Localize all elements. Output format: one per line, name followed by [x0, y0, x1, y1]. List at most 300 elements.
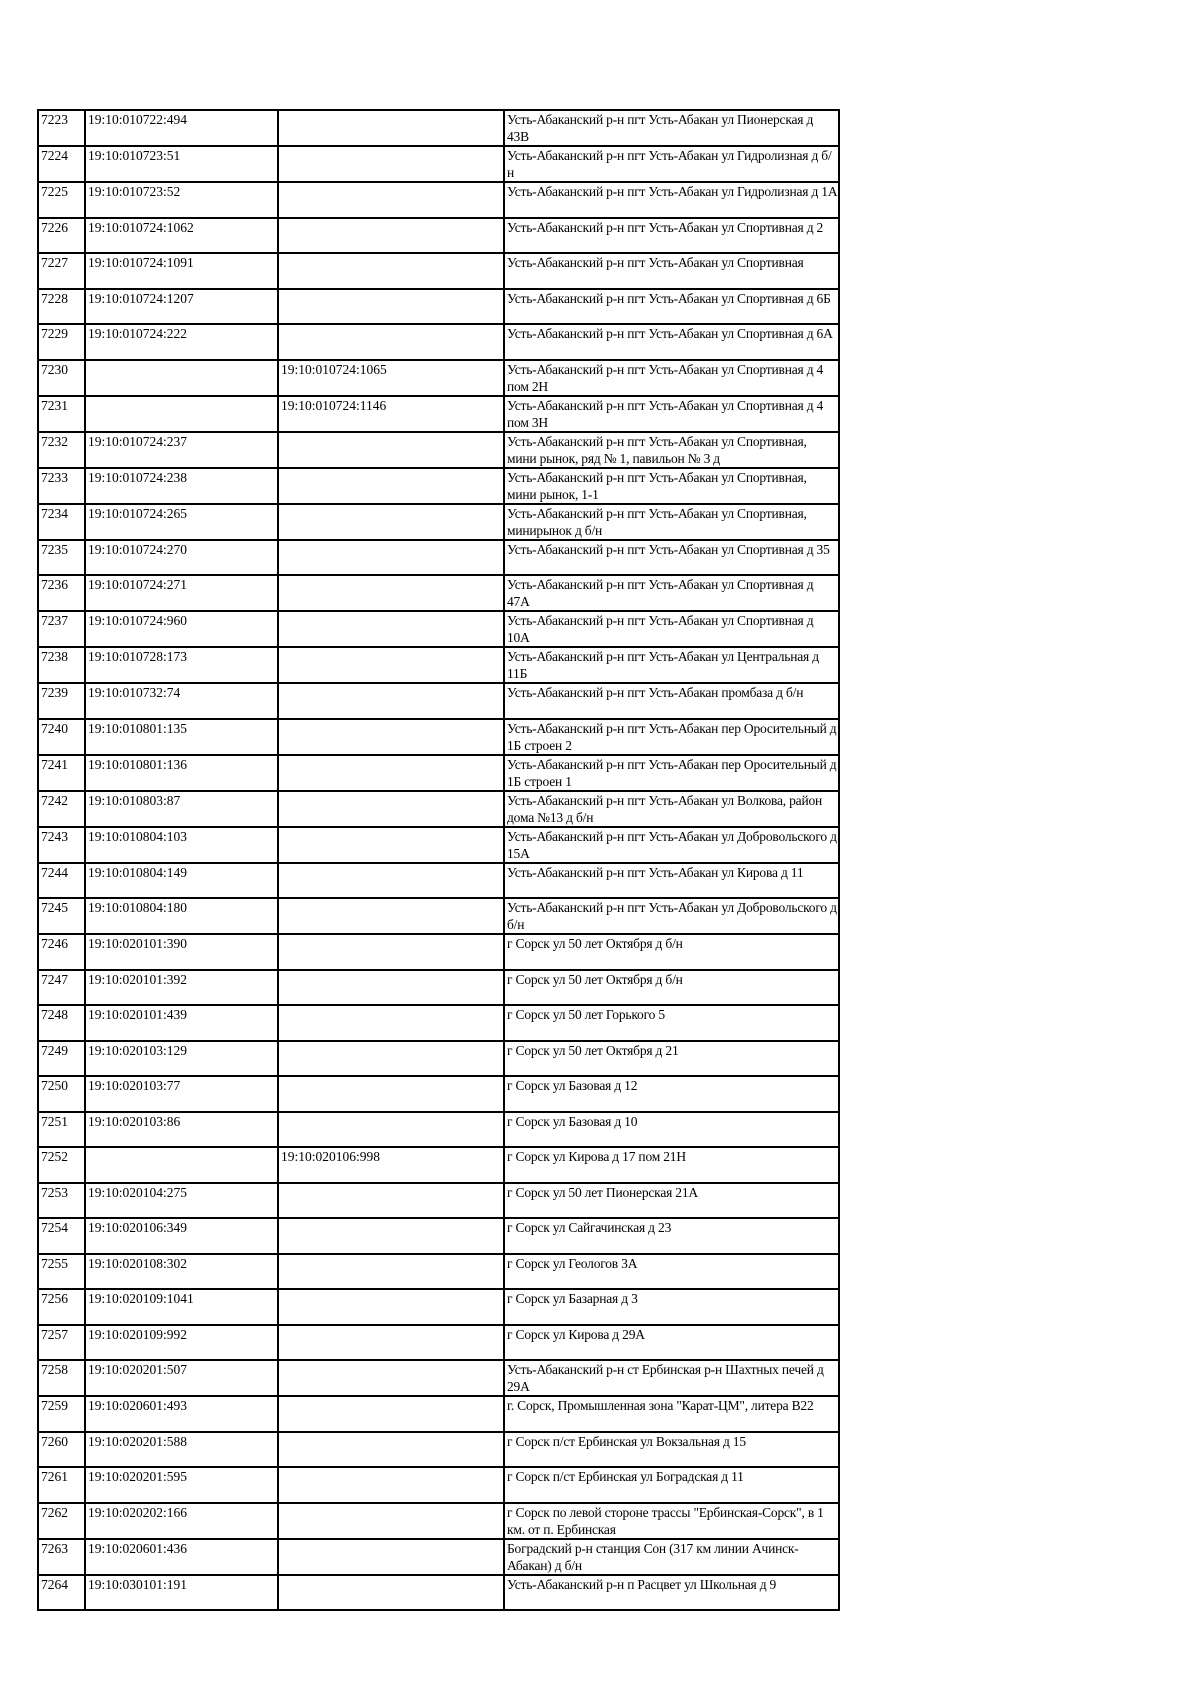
cadastral-number-cell: [85, 432, 278, 468]
row-number-cell-text: 7253: [41, 1184, 68, 1200]
row-number-cell-text: 7257: [41, 1326, 68, 1342]
row-number-cell: [38, 1112, 85, 1148]
row-number-cell: [38, 1218, 85, 1254]
cadastral-number-cell-text: 19:10:020106:349: [88, 1220, 188, 1235]
address-cell: [504, 1076, 839, 1112]
cadastral-number-cell: [85, 1575, 278, 1611]
table-row: [38, 1396, 839, 1432]
address-cell-text: г. Сорск, Промышленная зона "Карат-ЦМ", литера В22: [507, 1398, 814, 1413]
premises-cadastral-number-cell: [278, 1539, 504, 1575]
address-cell-text: Усть-Абаканский р-н пгт Усть-Абакан ул Гидролизная д 1А: [507, 184, 838, 199]
address-cell: [504, 611, 839, 647]
premises-cadastral-number-cell: [278, 1147, 504, 1183]
cadastral-number-cell: [85, 719, 278, 755]
table-row: [38, 396, 839, 432]
registry-sheet: [37, 109, 838, 1611]
row-number-cell-text: 7249: [41, 1042, 68, 1058]
row-number-cell: [38, 1289, 85, 1325]
premises-cadastral-number-cell: [278, 1396, 504, 1432]
table-row: [38, 1503, 839, 1539]
cadastral-number-cell-text: 19:10:020103:86: [88, 1113, 181, 1129]
address-cell-text: г Сорск ул Базарная д 3: [507, 1291, 638, 1306]
cadastral-number-cell-text: 19:10:020103:77: [88, 1078, 181, 1093]
table-row: [38, 218, 839, 254]
address-cell-text: г Сорск ул 50 лет Октября д б/н: [507, 971, 683, 987]
cadastral-number-cell: [85, 1147, 278, 1183]
row-number-cell: [38, 360, 85, 396]
row-number-cell: [38, 970, 85, 1006]
cadastral-number-cell-text: 19:10:020108:302: [88, 1255, 188, 1271]
table-row: [38, 146, 839, 182]
premises-cadastral-number-cell: [278, 1575, 504, 1611]
row-number-cell: [38, 1467, 85, 1503]
address-cell-text: Усть-Абаканский р-н пгт Усть-Абакан ул Спортивная, минирынок д б/н: [507, 505, 807, 538]
row-number-cell-text: 7235: [41, 541, 68, 557]
table-row: [38, 1325, 839, 1361]
row-number-cell-text: 7229: [41, 326, 68, 341]
cadastral-number-cell: [85, 468, 278, 504]
address-cell-text: Усть-Абаканский р-н пгт Усть-Абакан ул Спортивная д 2: [507, 219, 824, 235]
cadastral-number-cell: [85, 182, 278, 218]
row-number-cell: [38, 1183, 85, 1219]
address-cell-text: Усть-Абаканский р-н пгт Усть-Абакан ул Кирова д 11: [507, 864, 804, 880]
address-cell-text: г Сорск ул 50 лет Пионерская 21А: [507, 1184, 698, 1200]
cadastral-number-cell-text: 19:10:020103:129: [88, 1042, 188, 1058]
row-number-cell-text: 7223: [41, 112, 68, 127]
address-cell-text: г Сорск ул Сайгачинская д 23: [507, 1220, 672, 1235]
row-number-cell: [38, 683, 85, 719]
row-number-cell: [38, 755, 85, 791]
address-cell: [504, 1539, 839, 1575]
address-cell: [504, 360, 839, 396]
premises-cadastral-number-cell: [278, 289, 504, 325]
address-cell: [504, 1325, 839, 1361]
cadastral-number-cell: [85, 1539, 278, 1575]
premises-cadastral-number-cell: [278, 1360, 504, 1396]
row-number-cell: [38, 934, 85, 970]
row-number-cell: [38, 827, 85, 863]
cadastral-number-cell: [85, 1467, 278, 1503]
address-cell: [504, 1147, 839, 1183]
cadastral-number-cell-text: 19:10:020101:392: [88, 971, 188, 987]
cadastral-number-cell-text: 19:10:020601:493: [88, 1398, 188, 1413]
cadastral-number-cell-text: 19:10:010801:135: [88, 720, 188, 736]
cadastral-number-cell: [85, 1005, 278, 1041]
row-number-cell-text: 7233: [41, 469, 68, 485]
row-number-cell: [38, 504, 85, 540]
cadastral-number-cell-text: 19:10:010804:180: [88, 900, 188, 915]
row-number-cell-text: 7261: [41, 1469, 68, 1484]
cadastral-number-cell-text: 19:10:020104:275: [88, 1184, 188, 1200]
cadastral-number-cell: [85, 827, 278, 863]
row-number-cell: [38, 540, 85, 576]
row-number-cell: [38, 218, 85, 254]
address-cell: [504, 396, 839, 432]
table-row: [38, 611, 839, 647]
table-row: [38, 1539, 839, 1575]
cadastral-number-cell-text: 19:10:010723:52: [88, 184, 181, 199]
address-cell-text: Усть-Абаканский р-н пгт Усть-Абакан ул Добровольского д 15А: [507, 828, 837, 861]
row-number-cell-text: 7239: [41, 685, 68, 700]
row-number-cell: [38, 468, 85, 504]
table-row: [38, 719, 839, 755]
table-row: [38, 504, 839, 540]
cadastral-number-cell: [85, 1254, 278, 1290]
registry-body: [38, 110, 839, 1610]
address-cell-text: Усть-Абаканский р-н пгт Усть-Абакан ул Пионерская д 43В: [507, 112, 814, 144]
cadastral-number-cell-text: 19:10:010724:265: [88, 505, 188, 521]
premises-cadastral-number-cell: [278, 360, 504, 396]
premises-cadastral-number-cell: [278, 324, 504, 360]
row-number-cell-text: 7256: [41, 1291, 68, 1306]
address-cell-text: г Сорск по левой стороне трассы "Ербинская-Сорск", в 1 км. от п. Ербинская: [507, 1504, 824, 1537]
address-cell-text: Усть-Абаканский р-н пгт Усть-Абакан пер Оросительный д 1Б строен 2: [507, 720, 837, 753]
premises-cadastral-number-cell: [278, 1076, 504, 1112]
address-cell-text: Усть-Абаканский р-н пгт Усть-Абакан ул Спортивная, мини рынок, 1-1: [507, 469, 807, 502]
cadastral-number-cell-text: 19:10:010722:494: [88, 112, 188, 127]
cadastral-number-cell-text: 19:10:010724:1062: [88, 219, 194, 235]
address-cell: [504, 146, 839, 182]
address-cell-text: Усть-Абаканский р-н пгт Усть-Абакан ул Гидролизная д б/н: [507, 148, 832, 180]
cadastral-number-cell-text: 19:10:010804:149: [88, 864, 188, 880]
premises-cadastral-number-cell-text: 19:10:010724:1146: [281, 397, 387, 413]
row-number-cell-text: 7238: [41, 649, 68, 664]
row-number-cell: [38, 253, 85, 289]
table-row: [38, 540, 839, 576]
row-number-cell: [38, 647, 85, 683]
table-row: [38, 1112, 839, 1148]
premises-cadastral-number-cell: [278, 110, 504, 146]
row-number-cell: [38, 324, 85, 360]
table-row: [38, 575, 839, 611]
address-cell-text: Усть-Абаканский р-н пгт Усть-Абакан ул Волкова, район дома №13 д б/н: [507, 792, 823, 825]
address-cell: [504, 791, 839, 827]
address-cell: [504, 1254, 839, 1290]
table-row: [38, 1218, 839, 1254]
address-cell-text: г Сорск ул Кирова д 29А: [507, 1326, 645, 1342]
row-number-cell-text: 7247: [41, 971, 68, 987]
row-number-cell: [38, 1503, 85, 1539]
address-cell-text: г Сорск п/ст Ербинская ул Боградская д 11: [507, 1469, 744, 1484]
cadastral-number-cell: [85, 1396, 278, 1432]
cadastral-number-cell: [85, 289, 278, 325]
row-number-cell-text: 7231: [41, 397, 68, 413]
cadastral-number-cell-text: 19:10:010801:136: [88, 756, 188, 772]
table-row: [38, 468, 839, 504]
cadastral-number-cell: [85, 934, 278, 970]
address-cell: [504, 863, 839, 899]
address-cell: [504, 182, 839, 218]
cadastral-number-cell: [85, 1218, 278, 1254]
premises-cadastral-number-cell: [278, 898, 504, 934]
table-row: [38, 432, 839, 468]
table-row: [38, 791, 839, 827]
address-cell-text: Усть-Абаканский р-н пгт Усть-Абакан ул Спортивная д 10А: [507, 613, 814, 645]
address-cell: [504, 1218, 839, 1254]
premises-cadastral-number-cell: [278, 468, 504, 504]
address-cell-text: Усть-Абаканский р-н пгт Усть-Абакан ул Спортивная д 6А: [507, 326, 833, 341]
premises-cadastral-number-cell: [278, 540, 504, 576]
table-row: [38, 1183, 839, 1219]
row-number-cell-text: 7237: [41, 613, 68, 628]
table-row: [38, 863, 839, 899]
address-cell: [504, 1041, 839, 1077]
premises-cadastral-number-cell: [278, 1005, 504, 1041]
row-number-cell-text: 7259: [41, 1398, 68, 1413]
premises-cadastral-number-cell: [278, 1289, 504, 1325]
premises-cadastral-number-cell: [278, 575, 504, 611]
premises-cadastral-number-cell: [278, 146, 504, 182]
cadastral-number-cell-text: 19:10:010723:51: [88, 148, 181, 163]
table-row: [38, 683, 839, 719]
row-number-cell-text: 7254: [41, 1220, 68, 1235]
address-cell: [504, 1183, 839, 1219]
address-cell: [504, 934, 839, 970]
premises-cadastral-number-cell: [278, 1218, 504, 1254]
address-cell: [504, 540, 839, 576]
cadastral-number-cell: [85, 1041, 278, 1077]
premises-cadastral-number-cell: [278, 1432, 504, 1468]
cadastral-number-cell: [85, 360, 278, 396]
cadastral-number-cell: [85, 1076, 278, 1112]
address-cell: [504, 289, 839, 325]
address-cell: [504, 253, 839, 289]
cadastral-number-cell-text: 19:10:010724:960: [88, 613, 188, 628]
row-number-cell-text: 7251: [41, 1113, 68, 1129]
cadastral-number-cell-text: 19:10:010724:271: [88, 577, 188, 592]
cadastral-number-cell: [85, 863, 278, 899]
row-number-cell: [38, 146, 85, 182]
row-number-cell-text: 7242: [41, 792, 68, 808]
table-row: [38, 1467, 839, 1503]
cadastral-number-cell: [85, 970, 278, 1006]
premises-cadastral-number-cell-text: 19:10:010724:1065: [281, 361, 387, 377]
cadastral-number-cell-text: 19:10:010724:270: [88, 541, 188, 557]
cadastral-number-cell-text: 19:10:030101:191: [88, 1576, 188, 1592]
cadastral-number-cell-text: 19:10:020109:1041: [88, 1291, 194, 1306]
cadastral-number-cell-text: 19:10:010724:238: [88, 469, 188, 485]
row-number-cell-text: 7226: [41, 219, 68, 235]
premises-cadastral-number-cell: [278, 647, 504, 683]
premises-cadastral-number-cell: [278, 719, 504, 755]
address-cell-text: Усть-Абаканский р-н пгт Усть-Абакан ул Добровольского д б/н: [507, 900, 837, 932]
table-row: [38, 1076, 839, 1112]
address-cell: [504, 1503, 839, 1539]
address-cell: [504, 970, 839, 1006]
address-cell-text: Усть-Абаканский р-н ст Ербинская р-н Шахтных печей д 29А: [507, 1362, 824, 1394]
cadastral-number-cell-text: 19:10:020201:588: [88, 1433, 188, 1449]
premises-cadastral-number-cell: [278, 863, 504, 899]
table-row: [38, 1289, 839, 1325]
cadastral-number-cell: [85, 1112, 278, 1148]
address-cell: [504, 1360, 839, 1396]
cadastral-number-cell-text: 19:10:010732:74: [88, 685, 181, 700]
row-number-cell: [38, 110, 85, 146]
table-row: [38, 289, 839, 325]
row-number-cell: [38, 575, 85, 611]
row-number-cell: [38, 1076, 85, 1112]
row-number-cell: [38, 1041, 85, 1077]
premises-cadastral-number-cell: [278, 432, 504, 468]
cadastral-number-cell: [85, 1289, 278, 1325]
row-number-cell-text: 7236: [41, 577, 68, 592]
premises-cadastral-number-cell: [278, 611, 504, 647]
cadastral-number-cell: [85, 1432, 278, 1468]
cadastral-number-cell: [85, 540, 278, 576]
premises-cadastral-number-cell: [278, 1467, 504, 1503]
row-number-cell-text: 7244: [41, 864, 68, 880]
cadastral-number-cell: [85, 324, 278, 360]
address-cell-text: Усть-Абаканский р-н пгт Усть-Абакан ул Центральная д 11Б: [507, 649, 819, 681]
row-number-cell-text: 7258: [41, 1362, 68, 1377]
address-cell-text: г Сорск ул 50 лет Октября д б/н: [507, 936, 683, 951]
cadastral-number-cell: [85, 1360, 278, 1396]
row-number-cell: [38, 1254, 85, 1290]
row-number-cell: [38, 791, 85, 827]
row-number-cell-text: 7246: [41, 936, 68, 951]
cadastral-number-cell: [85, 146, 278, 182]
table-row: [38, 1360, 839, 1396]
address-cell-text: г Сорск ул Базовая д 10: [507, 1113, 638, 1129]
cadastral-number-cell-text: 19:10:010803:87: [88, 792, 181, 808]
cadastral-number-cell-text: 19:10:010724:1091: [88, 255, 194, 270]
cadastral-number-cell: [85, 504, 278, 540]
premises-cadastral-number-cell: [278, 791, 504, 827]
cadastral-number-cell-text: 19:10:020601:436: [88, 1540, 188, 1556]
address-cell-text: г Сорск п/ст Ербинская ул Вокзальная д 15: [507, 1433, 746, 1449]
table-row: [38, 360, 839, 396]
address-cell: [504, 1467, 839, 1503]
row-number-cell-text: 7250: [41, 1078, 68, 1093]
address-cell-text: Усть-Абаканский р-н пгт Усть-Абакан ул Спортивная д 35: [507, 541, 830, 557]
premises-cadastral-number-cell: [278, 1325, 504, 1361]
address-cell: [504, 432, 839, 468]
cadastral-number-cell-text: 19:10:020109:992: [88, 1326, 188, 1342]
row-number-cell-text: 7232: [41, 433, 68, 449]
table-row: [38, 253, 839, 289]
address-cell-text: г Сорск ул Базовая д 12: [507, 1078, 638, 1093]
premises-cadastral-number-cell: [278, 396, 504, 432]
row-number-cell: [38, 1147, 85, 1183]
row-number-cell-text: 7243: [41, 828, 68, 844]
table-row: [38, 827, 839, 863]
row-number-cell: [38, 1396, 85, 1432]
row-number-cell: [38, 432, 85, 468]
address-cell: [504, 468, 839, 504]
table-row: [38, 755, 839, 791]
row-number-cell-text: 7240: [41, 720, 68, 736]
row-number-cell-text: 7234: [41, 505, 68, 521]
cadastral-number-cell: [85, 575, 278, 611]
row-number-cell: [38, 611, 85, 647]
row-number-cell-text: 7263: [41, 1540, 68, 1556]
cadastral-number-cell-text: 19:10:020101:390: [88, 936, 188, 951]
table-row: [38, 1432, 839, 1468]
address-cell-text: Усть-Абаканский р-н п Расцвет ул Школьная д 9: [507, 1576, 777, 1592]
row-number-cell: [38, 898, 85, 934]
row-number-cell-text: 7225: [41, 184, 68, 199]
row-number-cell: [38, 1575, 85, 1611]
address-cell: [504, 719, 839, 755]
row-number-cell: [38, 396, 85, 432]
address-cell: [504, 755, 839, 791]
table-row: [38, 324, 839, 360]
cadastral-number-cell: [85, 110, 278, 146]
table-row: [38, 1575, 839, 1611]
row-number-cell-text: 7227: [41, 255, 68, 270]
row-number-cell-text: 7245: [41, 900, 68, 915]
address-cell: [504, 504, 839, 540]
address-cell-text: Усть-Абаканский р-н пгт Усть-Абакан ул Спортивная д 6Б: [507, 290, 831, 306]
cadastral-number-cell: [85, 253, 278, 289]
cadastral-number-cell-text: 19:10:010724:237: [88, 433, 188, 449]
table-row: [38, 1041, 839, 1077]
row-number-cell: [38, 1325, 85, 1361]
premises-cadastral-number-cell: [278, 182, 504, 218]
row-number-cell-text: 7262: [41, 1504, 68, 1520]
address-cell-text: г Сорск ул 50 лет Октября д 21: [507, 1042, 679, 1058]
table-row: [38, 934, 839, 970]
table-row: [38, 1005, 839, 1041]
address-cell: [504, 1112, 839, 1148]
premises-cadastral-number-cell: [278, 253, 504, 289]
table-row: [38, 1254, 839, 1290]
cadastral-number-cell: [85, 611, 278, 647]
table-row: [38, 1147, 839, 1183]
address-cell-text: Усть-Абаканский р-н пгт Усть-Абакан ул Спортивная: [507, 255, 804, 270]
address-cell: [504, 1289, 839, 1325]
address-cell-text: Боградский р-н станция Сон (317 км линии Ачинск- Абакан) д б/н: [507, 1540, 799, 1573]
table-row: [38, 898, 839, 934]
address-cell: [504, 647, 839, 683]
address-cell-text: г Сорск ул Кирова д 17 пом 21Н: [507, 1149, 686, 1164]
row-number-cell: [38, 719, 85, 755]
row-number-cell: [38, 1432, 85, 1468]
row-number-cell-text: 7241: [41, 756, 68, 772]
row-number-cell-text: 7224: [41, 148, 68, 163]
premises-cadastral-number-cell: [278, 1183, 504, 1219]
cadastral-number-cell: [85, 898, 278, 934]
cadastral-number-cell-text: 19:10:020201:507: [88, 1362, 188, 1377]
row-number-cell: [38, 1005, 85, 1041]
cadastral-number-cell-text: 19:10:020201:595: [88, 1469, 188, 1484]
premises-cadastral-number-cell: [278, 934, 504, 970]
address-cell: [504, 1005, 839, 1041]
cadastral-number-cell-text: 19:10:020101:439: [88, 1007, 188, 1022]
premises-cadastral-number-cell: [278, 1112, 504, 1148]
premises-cadastral-number-cell: [278, 755, 504, 791]
cadastral-number-cell: [85, 647, 278, 683]
premises-cadastral-number-cell: [278, 1503, 504, 1539]
cadastral-number-cell: [85, 683, 278, 719]
address-cell: [504, 1396, 839, 1432]
row-number-cell: [38, 863, 85, 899]
row-number-cell-text: 7260: [41, 1433, 68, 1449]
premises-cadastral-number-cell: [278, 683, 504, 719]
row-number-cell-text: 7252: [41, 1149, 68, 1164]
address-cell: [504, 110, 839, 146]
cadastral-number-cell: [85, 396, 278, 432]
row-number-cell-text: 7230: [41, 361, 68, 377]
table-row: [38, 182, 839, 218]
premises-cadastral-number-cell-text: 19:10:020106:998: [281, 1149, 381, 1164]
address-cell-text: Усть-Абаканский р-н пгт Усть-Абакан ул Спортивная д 47А: [507, 577, 814, 609]
table-row: [38, 970, 839, 1006]
row-number-cell-text: 7248: [41, 1007, 68, 1022]
premises-cadastral-number-cell: [278, 1254, 504, 1290]
cadastral-number-cell: [85, 791, 278, 827]
address-cell-text: Усть-Абаканский р-н пгт Усть-Абакан ул Спортивная д 4 пом 2Н: [507, 361, 824, 394]
